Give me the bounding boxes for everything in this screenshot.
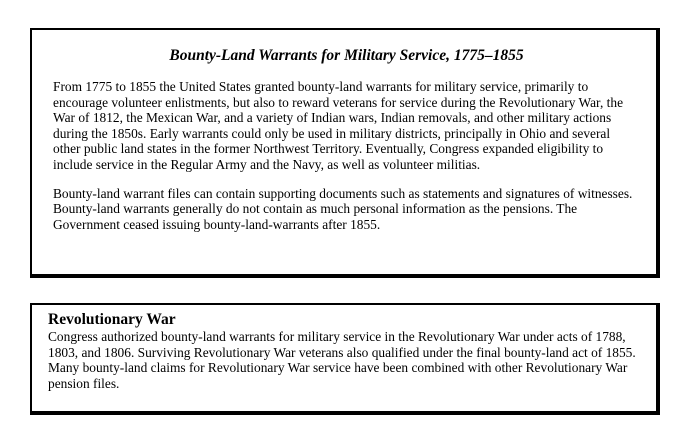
revolutionary-war-paragraph: Congress authorized bounty-land warrants for military service in the Revolutionary War under acts of 1788, 1803, and 1806. Surviving Revolutionary War veterans also qualified under the final bounty-land act of 1855. Many bounty-land claims for Revolutionary War service have been combined with other Revolutionary War pension files. — [48, 329, 636, 391]
bounty-land-warrants-box — [30, 28, 660, 278]
revolutionary-war-heading: Revolutionary War — [48, 311, 176, 328]
revolutionary-war-box — [30, 303, 660, 415]
intro-paragraph: From 1775 to 1855 the United States granted bounty-land warrants for military service, primarily to encourage volunteer enlistments, but also to reward veterans for service during the Revolutionary War, the War of 1812, the Mexican War, and a variety of Indian wars, Indian removals, and other military actions during the 1850s. Early warrants could only be used in military districts, principally in Ohio and several other public land states in the former Northwest Territory. Eventually, Congress expanded eligibility to include service in the Regular Army and the Navy, as well as volunteer militias. — [53, 79, 624, 172]
section-title: Bounty-Land Warrants for Military Service, 1775–1855 — [169, 47, 524, 64]
warrant-files-paragraph: Bounty-land warrant files can contain supporting documents such as statements and signatures of witnesses. Bounty-land warrants generally do not contain as much personal information as the pensions. The Government ceased issuing bounty-land-warrants after 1855. — [53, 185, 633, 232]
